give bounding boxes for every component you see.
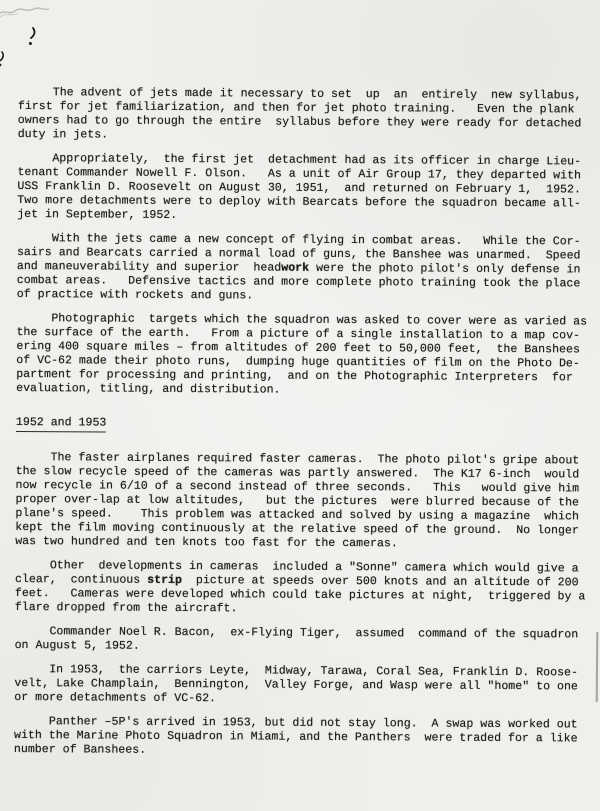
paragraph — [18, 86, 593, 146]
text-line: partment for processing and printing, and on the Photographic Interpreters for — [16, 367, 573, 385]
text-line: feet. Cameras were developed which could take pictures at night, triggered by a — [14, 586, 586, 604]
text-line: Two more detachments were to deploy with Bearcats before the squadron became all- — [17, 193, 581, 211]
text-line: the surface of the earth. From a picture of a single installation to a map cov- — [16, 325, 581, 343]
stray-ink-mark-edge-icon — [0, 50, 8, 70]
text-line: kept the film moving continuously at the relative speed of the ground. No longer — [15, 520, 579, 538]
text-line: The faster airplanes required faster cameras. The photo pilot's gripe about — [15, 450, 580, 468]
text-line: jet in September, 1952. — [17, 207, 178, 222]
text-line: of VC-62 made their photo runs, dumping huge quantities of film on the Photo De- — [16, 353, 580, 371]
text-line: the slow recycle speed of the cameras was partly answered. The K17 6-inch would — [15, 464, 580, 482]
section-heading — [16, 416, 591, 436]
paragraph — [14, 663, 589, 709]
text-line: Commander Noel R. Bacon, ex-Flying Tiger, assumed command of the squadron — [14, 624, 579, 642]
text-line: clear, continuous strip picture at speeds over 500 knots and an altitude of 200 — [14, 572, 579, 590]
text-line: sairs and Bearcats carried a normal load of guns, the Banshee was unarmed. Speed — [16, 245, 581, 263]
text-line: evaluation, titling, and distribution. — [16, 381, 281, 397]
text-line: flare dropped from the aircraft. — [14, 600, 238, 616]
text-line: The advent of jets made it necessary to set up an entirely new syllabus, — [17, 86, 582, 103]
text-line: was two hundred and ten knots too fast for the cameras. — [15, 534, 398, 551]
text-line: number of Banshees. — [13, 742, 147, 757]
paragraph — [14, 715, 589, 761]
paragraph — [17, 232, 592, 306]
text-line: USS Franklin D. Roosevelt on August 30, 1951, and returned on February 1, 1952. — [17, 179, 581, 197]
text-line: proper over-lap at low altitudes, but the pictures were blurred because of the — [15, 492, 580, 510]
text-line: on August 5, 1952. — [14, 638, 140, 653]
text-line: In 1953, the carriors Leyte, Midway, Tarawa, Coral Sea, Franklin D. Roose- — [14, 662, 579, 680]
text-line: with the Marine Photo Squadron in Miami, and the Panthers were traded for a like — [13, 728, 578, 746]
text-line: or more detachments of VC-62. — [14, 690, 217, 706]
text-line: plane's speed. This problem was attacked and solved by using a magazine which — [15, 506, 579, 524]
text-line: and maneuverability and superior headwork were the photo pilot's only defense in — [16, 259, 581, 277]
document-body — [14, 86, 593, 770]
text-line: Panther –5P's arrived in 1953, but did not stay long. A swap was worked out — [14, 714, 578, 732]
text-line: combat areas. Defensive tactics and more complete photo training took the place — [16, 273, 581, 291]
text-line: now recycle in 6/10 of a second instead of three seconds. This would give him — [15, 478, 580, 496]
pencil-scribble-icon — [0, 3, 52, 23]
section-heading-text: 1952 and 1953 — [16, 416, 107, 433]
text-line: tenant Commander Nowell F. Olson. As a unit of Air Group 17, they departed with — [17, 165, 582, 183]
text-line: Photographic targets which the squadron was asked to cover were as varied as — [16, 311, 588, 329]
scan-artifact-line — [596, 632, 598, 702]
text-line: velt, Lake Champlain, Bennington, Valley Forge, and Wasp were all "home" to one — [14, 676, 578, 694]
text-line: first for jet familiarization, and then for jet photo training. Even the plank — [17, 99, 575, 117]
text-line: duty in jets. — [17, 127, 109, 142]
stray-ink-mark-icon — [25, 26, 39, 48]
text-line: ering 400 square miles – from altitudes of 200 feet to 50,000 feet, the Banshees — [16, 339, 581, 357]
paragraph — [15, 451, 591, 553]
paragraph — [16, 312, 592, 400]
paragraph — [15, 625, 590, 657]
text-line: With the jets came a new concept of flying in combat areas. While the Cor- — [17, 231, 581, 249]
text-line: Other developments in cameras included a "Sonne" camera which would give a — [15, 558, 579, 576]
paragraph — [17, 152, 592, 226]
text-line: of practice with rockets and guns. — [16, 287, 254, 303]
text-line: owners had to go through the entire syllabus before they were ready for detached — [17, 113, 582, 131]
text-line: Appropriately, the first jet detachment had as its officer in charge Lieu- — [17, 151, 582, 169]
paragraph — [15, 559, 590, 619]
